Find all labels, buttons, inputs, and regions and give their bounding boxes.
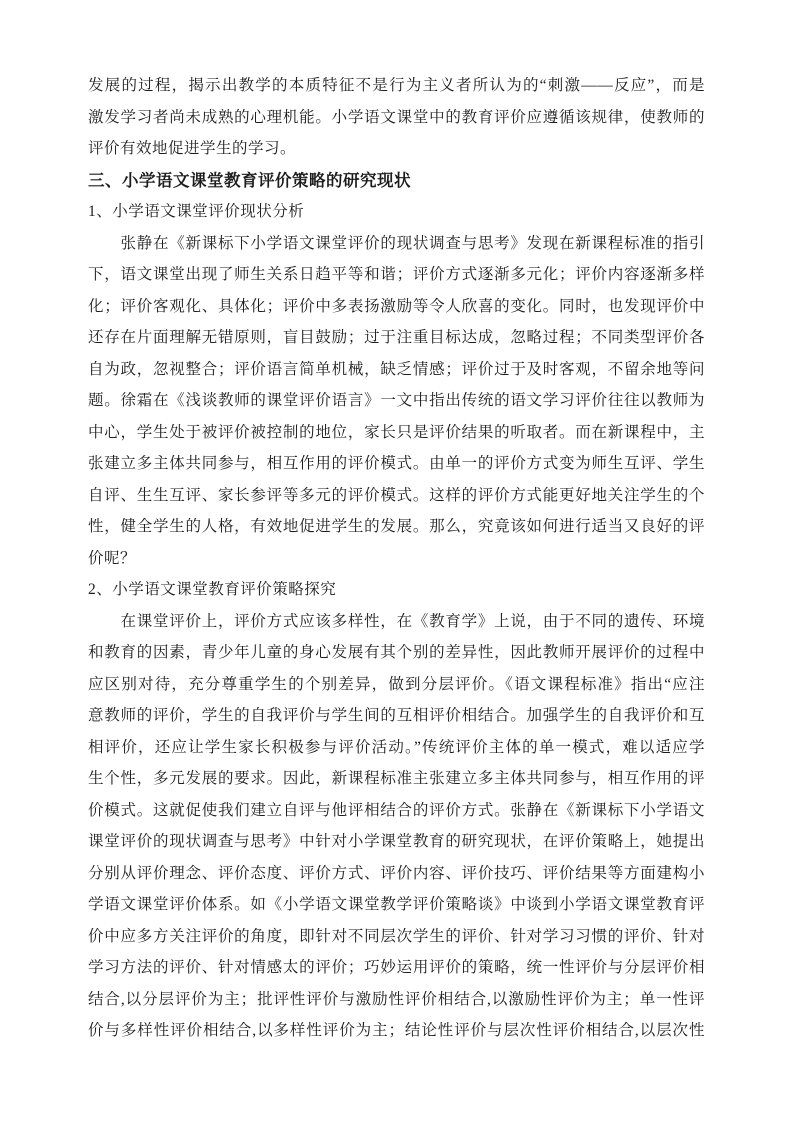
text-line: 还存在片面理解无错原则，盲目鼓励；过于注重目标达成，忽略过程；不同类型评价各 [88, 329, 705, 346]
page-text-content [88, 70, 705, 1047]
text-line: 张静在《新课标下小学语文课堂评价的现状调查与思考》发现在新课程标准的指引 [88, 234, 705, 252]
text-line: 化；评价客观化、具体化；评价中多表扬激励等令人欣喜的变化。同时，也发现评价中 [88, 297, 705, 315]
text-line: 张建立多主体共同参与，相互作用的评价模式。由单一的评价方式变为师生互评、学生 [88, 455, 705, 472]
text-line: 意教师的评价，学生的自我评价与学生间的互相评价相结合。加强学生的自我评价和互 [88, 707, 705, 724]
sub-heading: 1、小学语文课堂评价现状分析 [88, 203, 305, 220]
text-line: 相评价，还应让学生家长积极参与评价活动。”传统评价主体的单一模式，难以适应学 [88, 738, 705, 756]
text-line: 下，语文课堂出现了师生关系日趋平等和谐；评价方式逐渐多元化；评价内容逐渐多样 [88, 266, 705, 283]
text-line: 发展的过程，揭示出教学的本质特征不是行为主义者所认为的“刺激——反应”，而是 [88, 77, 705, 94]
text-line: 生个性，多元发展的要求。因此，新课程标准主张建立多主体共同参与，相互作用的评 [88, 770, 705, 787]
section-heading: 三、小学语文课堂教育评价策略的研究现状 [88, 170, 411, 190]
text-line: 价中应多方关注评价的角度，即针对不同层次学生的评价、针对学习习惯的评价、针对 [88, 927, 705, 945]
text-line: 和教育的因素，青少年儿童的身心发展有其个别的差异性，因此教师开展评价的过程中 [88, 644, 705, 661]
text-line: 激发学习者尚未成熟的心理机能。小学语文课堂中的教育评价应遵循该规律，使教师的 [88, 108, 705, 126]
text-line: 课堂评价的现状调查与思考》中针对小学课堂教育的研究现状，在评价策略上，她提出 [88, 833, 705, 850]
text-line: 自为政，忽视整合；评价语言简单机械，缺乏情感；评价过于及时客观，不留余地等问 [88, 360, 705, 378]
text-line: 价呢？ [88, 549, 137, 567]
text-line: 学语文课堂评价体系。如《小学语文课堂教学评价策略谈》中谈到小学语文课堂教育评 [88, 896, 705, 913]
sub-heading: 2、小学语文课堂教育评价策略探究 [88, 581, 337, 598]
text-line: 中心，学生处于被评价被控制的地位，家长只是评价结果的听取者。而在新课程中，主 [88, 423, 705, 441]
text-line: 性，健全学生的人格，有效地促进学生的发展。那么，究竟该如何进行适当又良好的评 [88, 518, 705, 535]
text-line: 题。徐霜在《浅谈教师的课堂评价语言》一文中指出传统的语文学习评价往往以教师为 [88, 392, 705, 409]
text-line: 学习方法的评价、针对情感太的评价；巧妙运用评价的策略，统一性评价与分层评价相 [88, 959, 705, 976]
text-line: 分别从评价理念、评价态度、评价方式、评价内容、评价技巧、评价结果等方面建构小 [88, 864, 705, 882]
text-line: 评价有效地促进学生的学习。 [88, 140, 297, 157]
text-line: 价与多样性评价相结合,以多样性评价为主；结论性评价与层次性评价相结合,以层次性 [88, 1022, 705, 1039]
text-line: 在课堂评价上，评价方式应该多样性，在《教育学》上说，由于不同的遗传、环境 [88, 612, 705, 630]
text-line: 价模式。这就促使我们建立自评与他评相结合的评价方式。张静在《新课标下小学语文 [88, 801, 705, 819]
text-line: 应区别对待，充分尊重学生的个别差异，做到分层评价。《语文课程标准》指出“应注 [88, 675, 705, 693]
text-line: 结合,以分层评价为主；批评性评价与激励性评价相结合,以激励性评价为主；单一性评 [88, 990, 705, 1008]
text-line: 自评、生生互评、家长参评等多元的评价模式。这样的评价方式能更好地关注学生的个 [88, 486, 705, 504]
